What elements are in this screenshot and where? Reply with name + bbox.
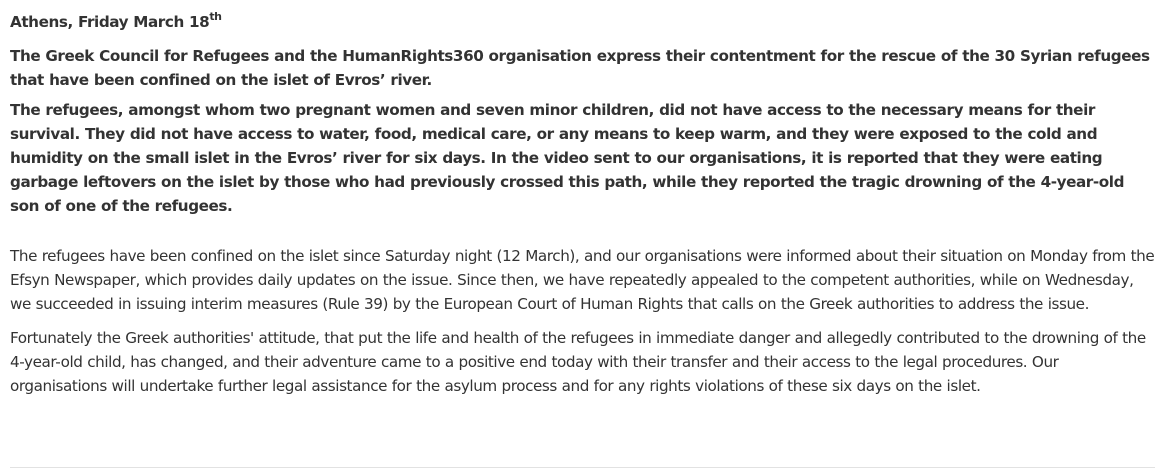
bold-paragraph: The refugees, amongst whom two pregnant women and seven minor children, did not have access to the necessary means for their survival. They did not have access to water, food, medical care, or any means to keep warm, and they were exposed to the cold and humidity on the small islet in the Evros’ river for six days. In the video sent to our organisations, it is reported that they were eating garbage leftovers on the islet by those who had previously crossed this path, while they reported the tragic drowning of the 4-year-old son of one of the refugees.	[10, 101, 1125, 215]
body-paragraph-1: The refugees have been confined on the islet since Saturday night (12 March), and our organisations were informed about their situation on Monday from the Efsyn Newspaper, which provides daily updates on the issue. Since then, we have repeatedly appealed to the competent authorities, while on Wednesday, we succeeded in issuing interim measures (Rule 39) by the European Court of Human Rights that calls on the Greek authorities to address the issue.	[10, 247, 1155, 313]
dateline-text: Athens, Friday March 18	[10, 13, 210, 31]
press-release-article	[10, 0, 1155, 398]
body-paragraph-2: Fortunately the Greek authorities' attitude, that put the life and health of the refugees in immediate danger and allegedly contributed to the drowning of the 4-year-old child, has changed, and their adventure came to a positive end today with their transfer and their access to the legal procedures. Our organisations will undertake further legal assistance for the asylum process and for any rights violations of these six days on the islet.	[10, 329, 1146, 395]
dateline-ordinal-suffix: th	[209, 10, 222, 23]
dateline	[10, 10, 1155, 34]
bottom-divider	[10, 467, 1155, 468]
lead-paragraph: The Greek Council for Refugees and the HumanRights360 organisation express their contentment for the rescue of the 30 Syrian refugees that have been confined on the islet of Evros’ river.	[10, 47, 1150, 89]
